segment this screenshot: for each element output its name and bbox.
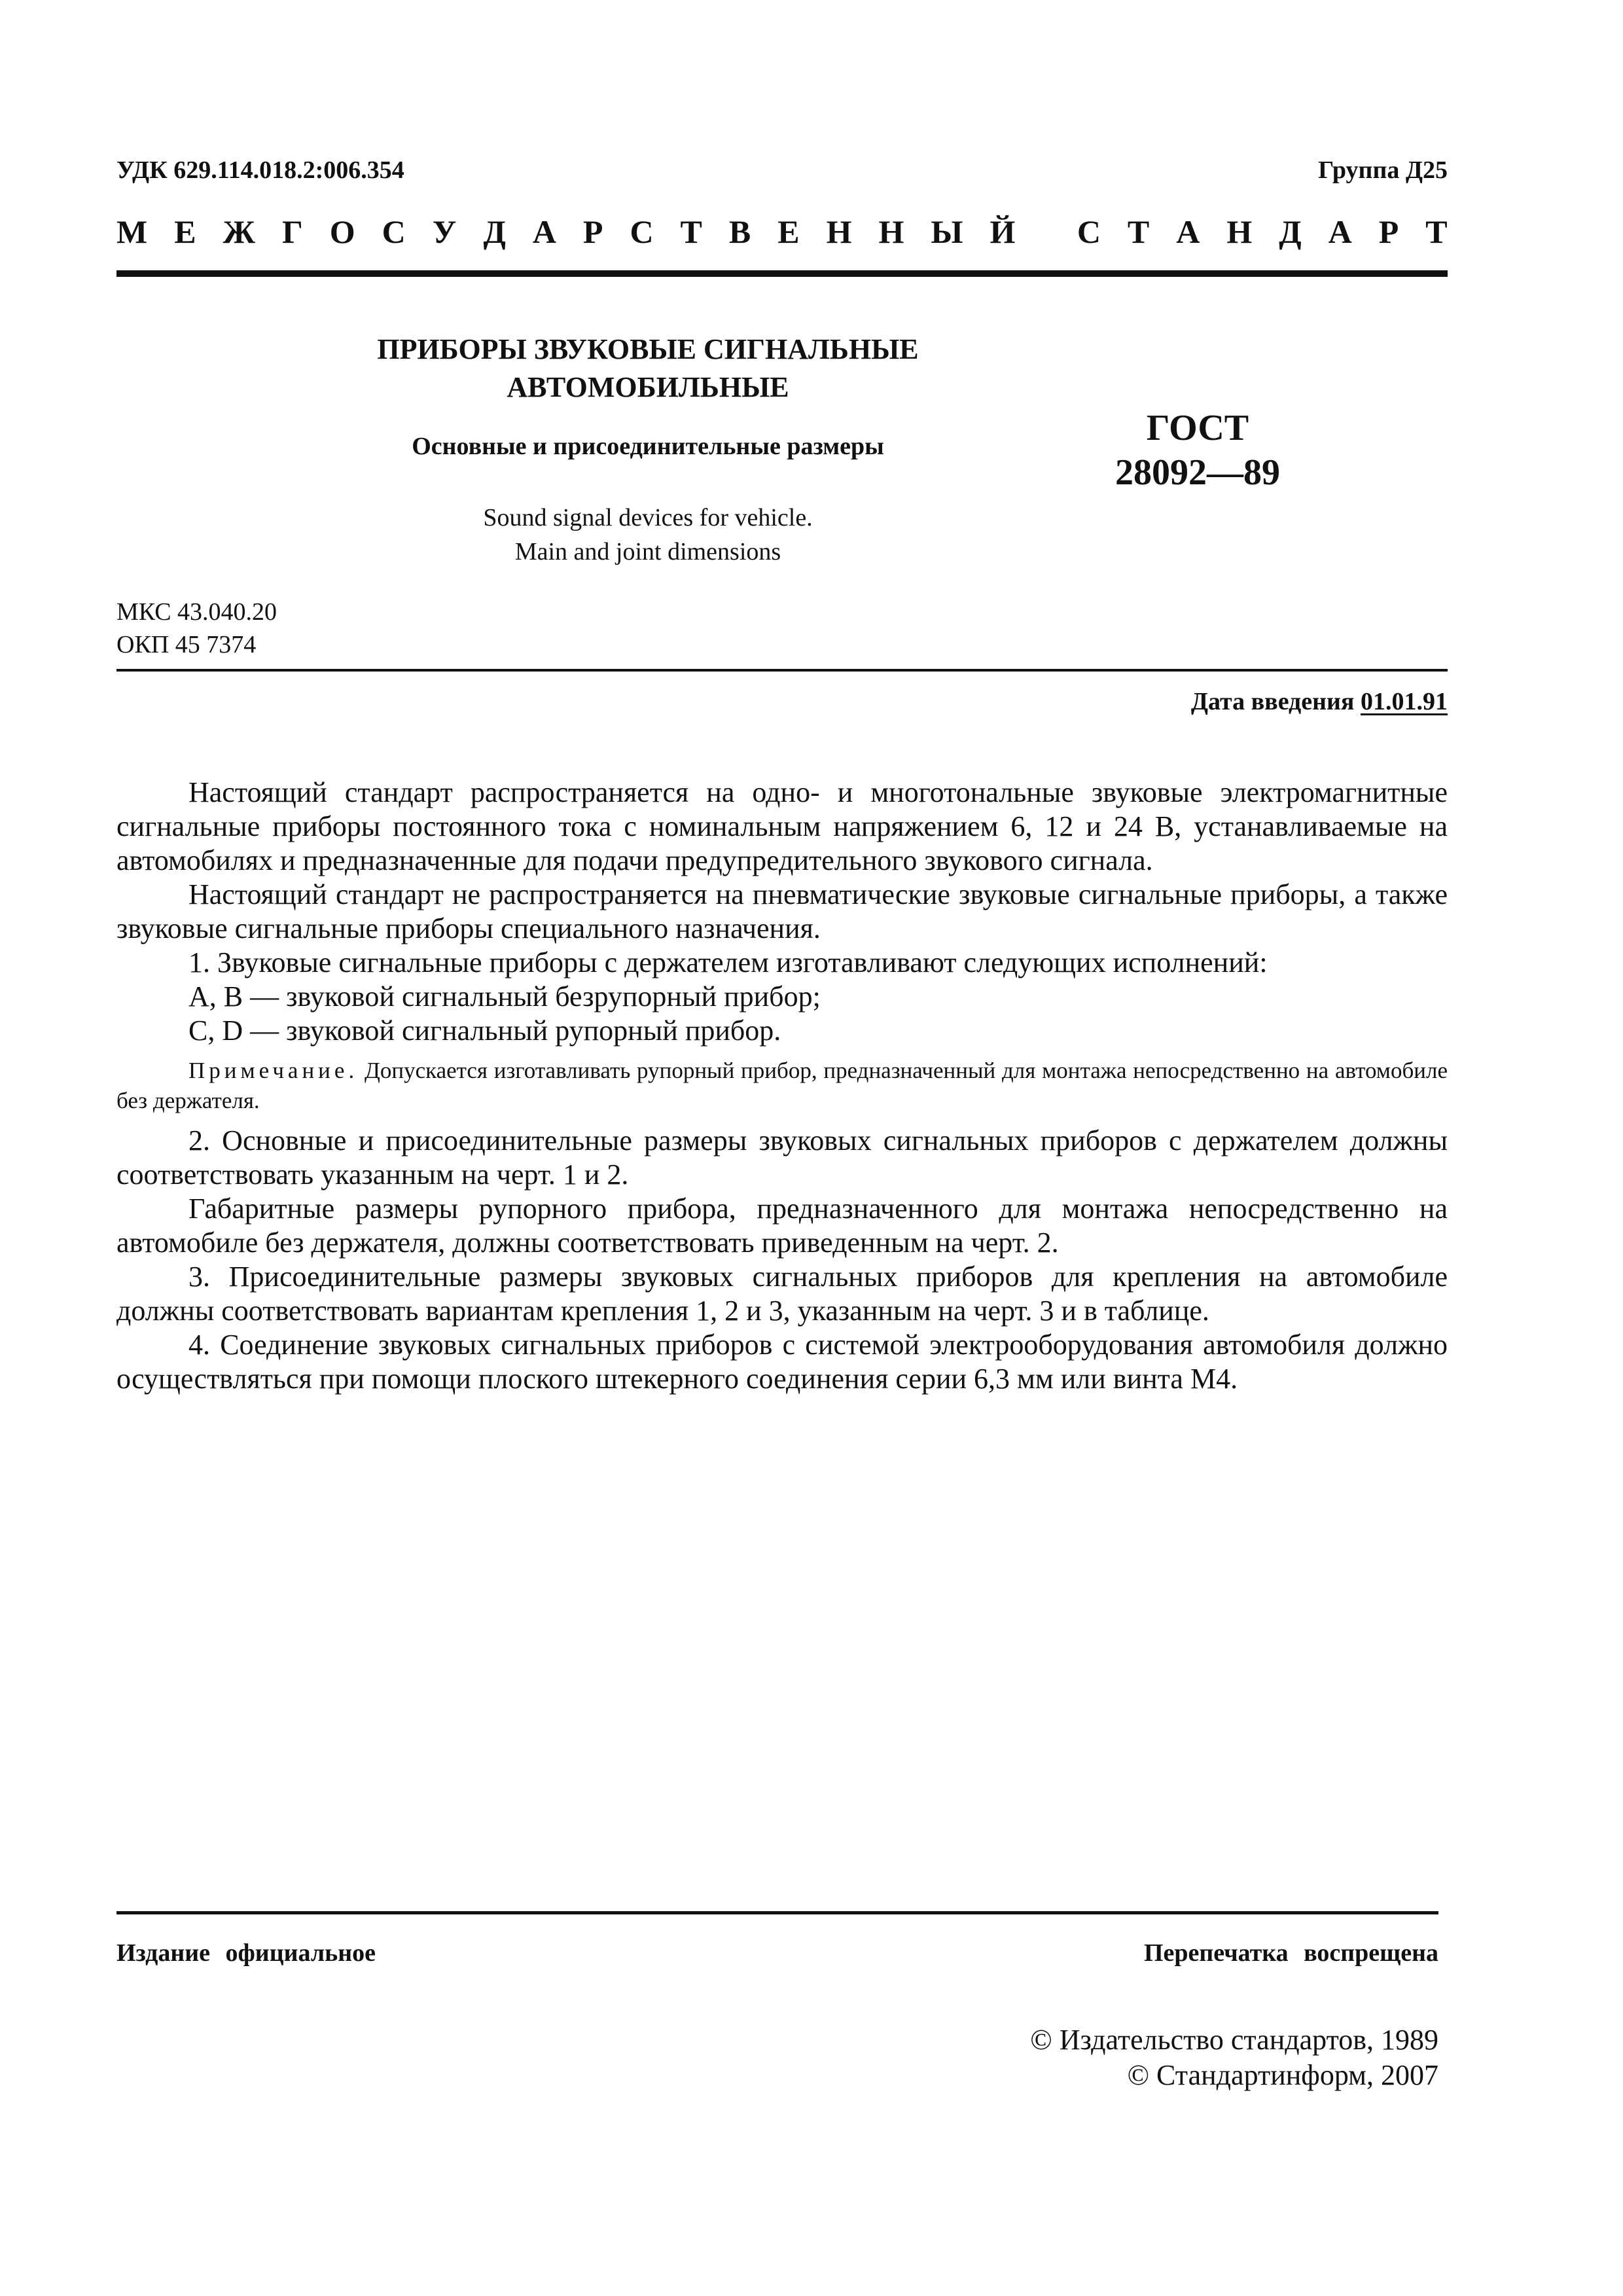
classification-codes [116, 596, 277, 661]
document-body [116, 776, 1448, 1396]
banner-letter: Ж [223, 213, 255, 250]
banner-letter: Т [1127, 213, 1150, 250]
banner-letter: Д [1279, 213, 1302, 250]
paragraph-exclusion: Настоящий стандарт не распространяется на пневматические звуковые сигнальные приборы, а также звуковые сигнальные приборы специального назначения. [116, 878, 1448, 944]
effective-date-label: Дата введения [1190, 688, 1361, 715]
banner-letter: С [382, 213, 406, 250]
banner-letter: Й [990, 213, 1016, 250]
banner-letter: Е [777, 213, 800, 250]
banner-letter: Р [1378, 213, 1399, 250]
banner-letter: М [116, 213, 148, 250]
okp-code: ОКП 45 7374 [116, 631, 257, 658]
banner-letter: О [329, 213, 355, 250]
copyright-block [1030, 2022, 1438, 2093]
paragraph-variant-ab: А, В — звуковой сигнальный безрупорный прибор; [188, 980, 821, 1013]
note-text: Допускается изготавливать рупорный прибор, предназначенный для монтажа непосредственно на автомобиле без держателя. [116, 1058, 1448, 1113]
copyright-standartinform-2007: © Стандартинформ, 2007 [1127, 2059, 1438, 2091]
title-line-1: ПРИБОРЫ ЗВУКОВЫЕ СИГНАЛЬНЫЕ [377, 333, 919, 365]
paragraph-variant-cd: C, D — звуковой сигнальный рупорный прибор. [188, 1014, 781, 1047]
reprint-prohibited: Перепечатка воспрещена [1143, 1939, 1438, 1967]
udk-code: УДК 629.114.018.2:006.354 [116, 156, 404, 184]
codes-rule [116, 669, 1448, 672]
banner-letter: Ы [931, 213, 963, 250]
paragraph-clause-1: 1. Звуковые сигнальные приборы с держателем изготавливают следующих исполнений: [188, 946, 1268, 978]
paragraph-overall-dimensions: Габаритные размеры рупорного прибора, предназначенного для монтажа непосредственно на автомобиле без держателя, должны соответствовать приведенным на черт. 2. [116, 1193, 1448, 1259]
banner-word-gap [1042, 213, 1050, 251]
english-title-line-1: Sound signal devices for vehicle. [483, 504, 813, 531]
gost-designation [1034, 406, 1361, 495]
banner-letter: С [1077, 213, 1101, 250]
banner-letter: Н [1226, 213, 1253, 250]
banner-letter: Т [1425, 213, 1448, 250]
banner-letter: Р [582, 213, 603, 250]
mks-code: МКС 43.040.20 [116, 598, 277, 626]
note-paragraph [116, 1056, 1448, 1116]
copyright-publisher-1989: © Издательство стандартов, 1989 [1030, 2024, 1438, 2056]
effective-date [1191, 687, 1448, 716]
standard-banner [116, 213, 1448, 251]
header-rule [116, 270, 1448, 277]
gost-label: ГОСТ [1146, 408, 1249, 448]
banner-letter: Д [483, 213, 506, 250]
paragraph-scope: Настоящий стандарт распространяется на одно- и многотональные звуковые электромагнитные сигнальные приборы постоянного тока с номинальным напряжением 6, 12 и 24 В, устанавливаемые на автомобилях и предназначенные для подачи предупредительного звукового сигнала. [116, 776, 1448, 876]
banner-letter: С [630, 213, 654, 250]
footer-rule [116, 1911, 1438, 1914]
banner-letter: Н [878, 213, 904, 250]
english-title-line-2: Main and joint dimensions [514, 538, 781, 565]
document-title [223, 331, 1073, 406]
note-label: Примечание. [188, 1058, 359, 1083]
paragraph-clause-2: 2. Основные и присоединительные размеры звуковых сигнальных приборов с держателем должны соответствовать указанным на черт. 1 и 2. [116, 1124, 1448, 1191]
document-subtitle: Основные и присоединительные размеры [412, 433, 884, 460]
paragraph-clause-4: 4. Соединение звуковых сигнальных приборов с системой электрооборудования автомобиля должно осуществляться при помощи плоского штекерного соединения серии 6,3 мм или винта М4. [116, 1329, 1448, 1395]
effective-date-value: 01.01.91 [1361, 688, 1448, 715]
english-title [223, 501, 1073, 569]
title-line-2: АВТОМОБИЛЬНЫЕ [507, 371, 789, 403]
banner-letter: Н [826, 213, 852, 250]
banner-letter: А [532, 213, 556, 250]
paragraph-clause-3: 3. Присоединительные размеры звуковых сигнальных приборов для крепления на автомобиле должны соответствовать вариантам крепления 1, 2 и 3, указанным на черт. 3 и в таблице. [116, 1261, 1448, 1327]
group-code: Группа Д25 [1318, 156, 1448, 184]
banner-letter: Т [680, 213, 702, 250]
official-edition: Издание официальное [116, 1939, 376, 1967]
banner-letter: Г [281, 213, 303, 250]
banner-letter: В [728, 213, 751, 250]
banner-letter: А [1176, 213, 1200, 250]
banner-letter: А [1328, 213, 1352, 250]
gost-number: 28092—89 [1115, 452, 1280, 493]
banner-letter: Е [174, 213, 196, 250]
banner-letter: У [432, 213, 457, 250]
